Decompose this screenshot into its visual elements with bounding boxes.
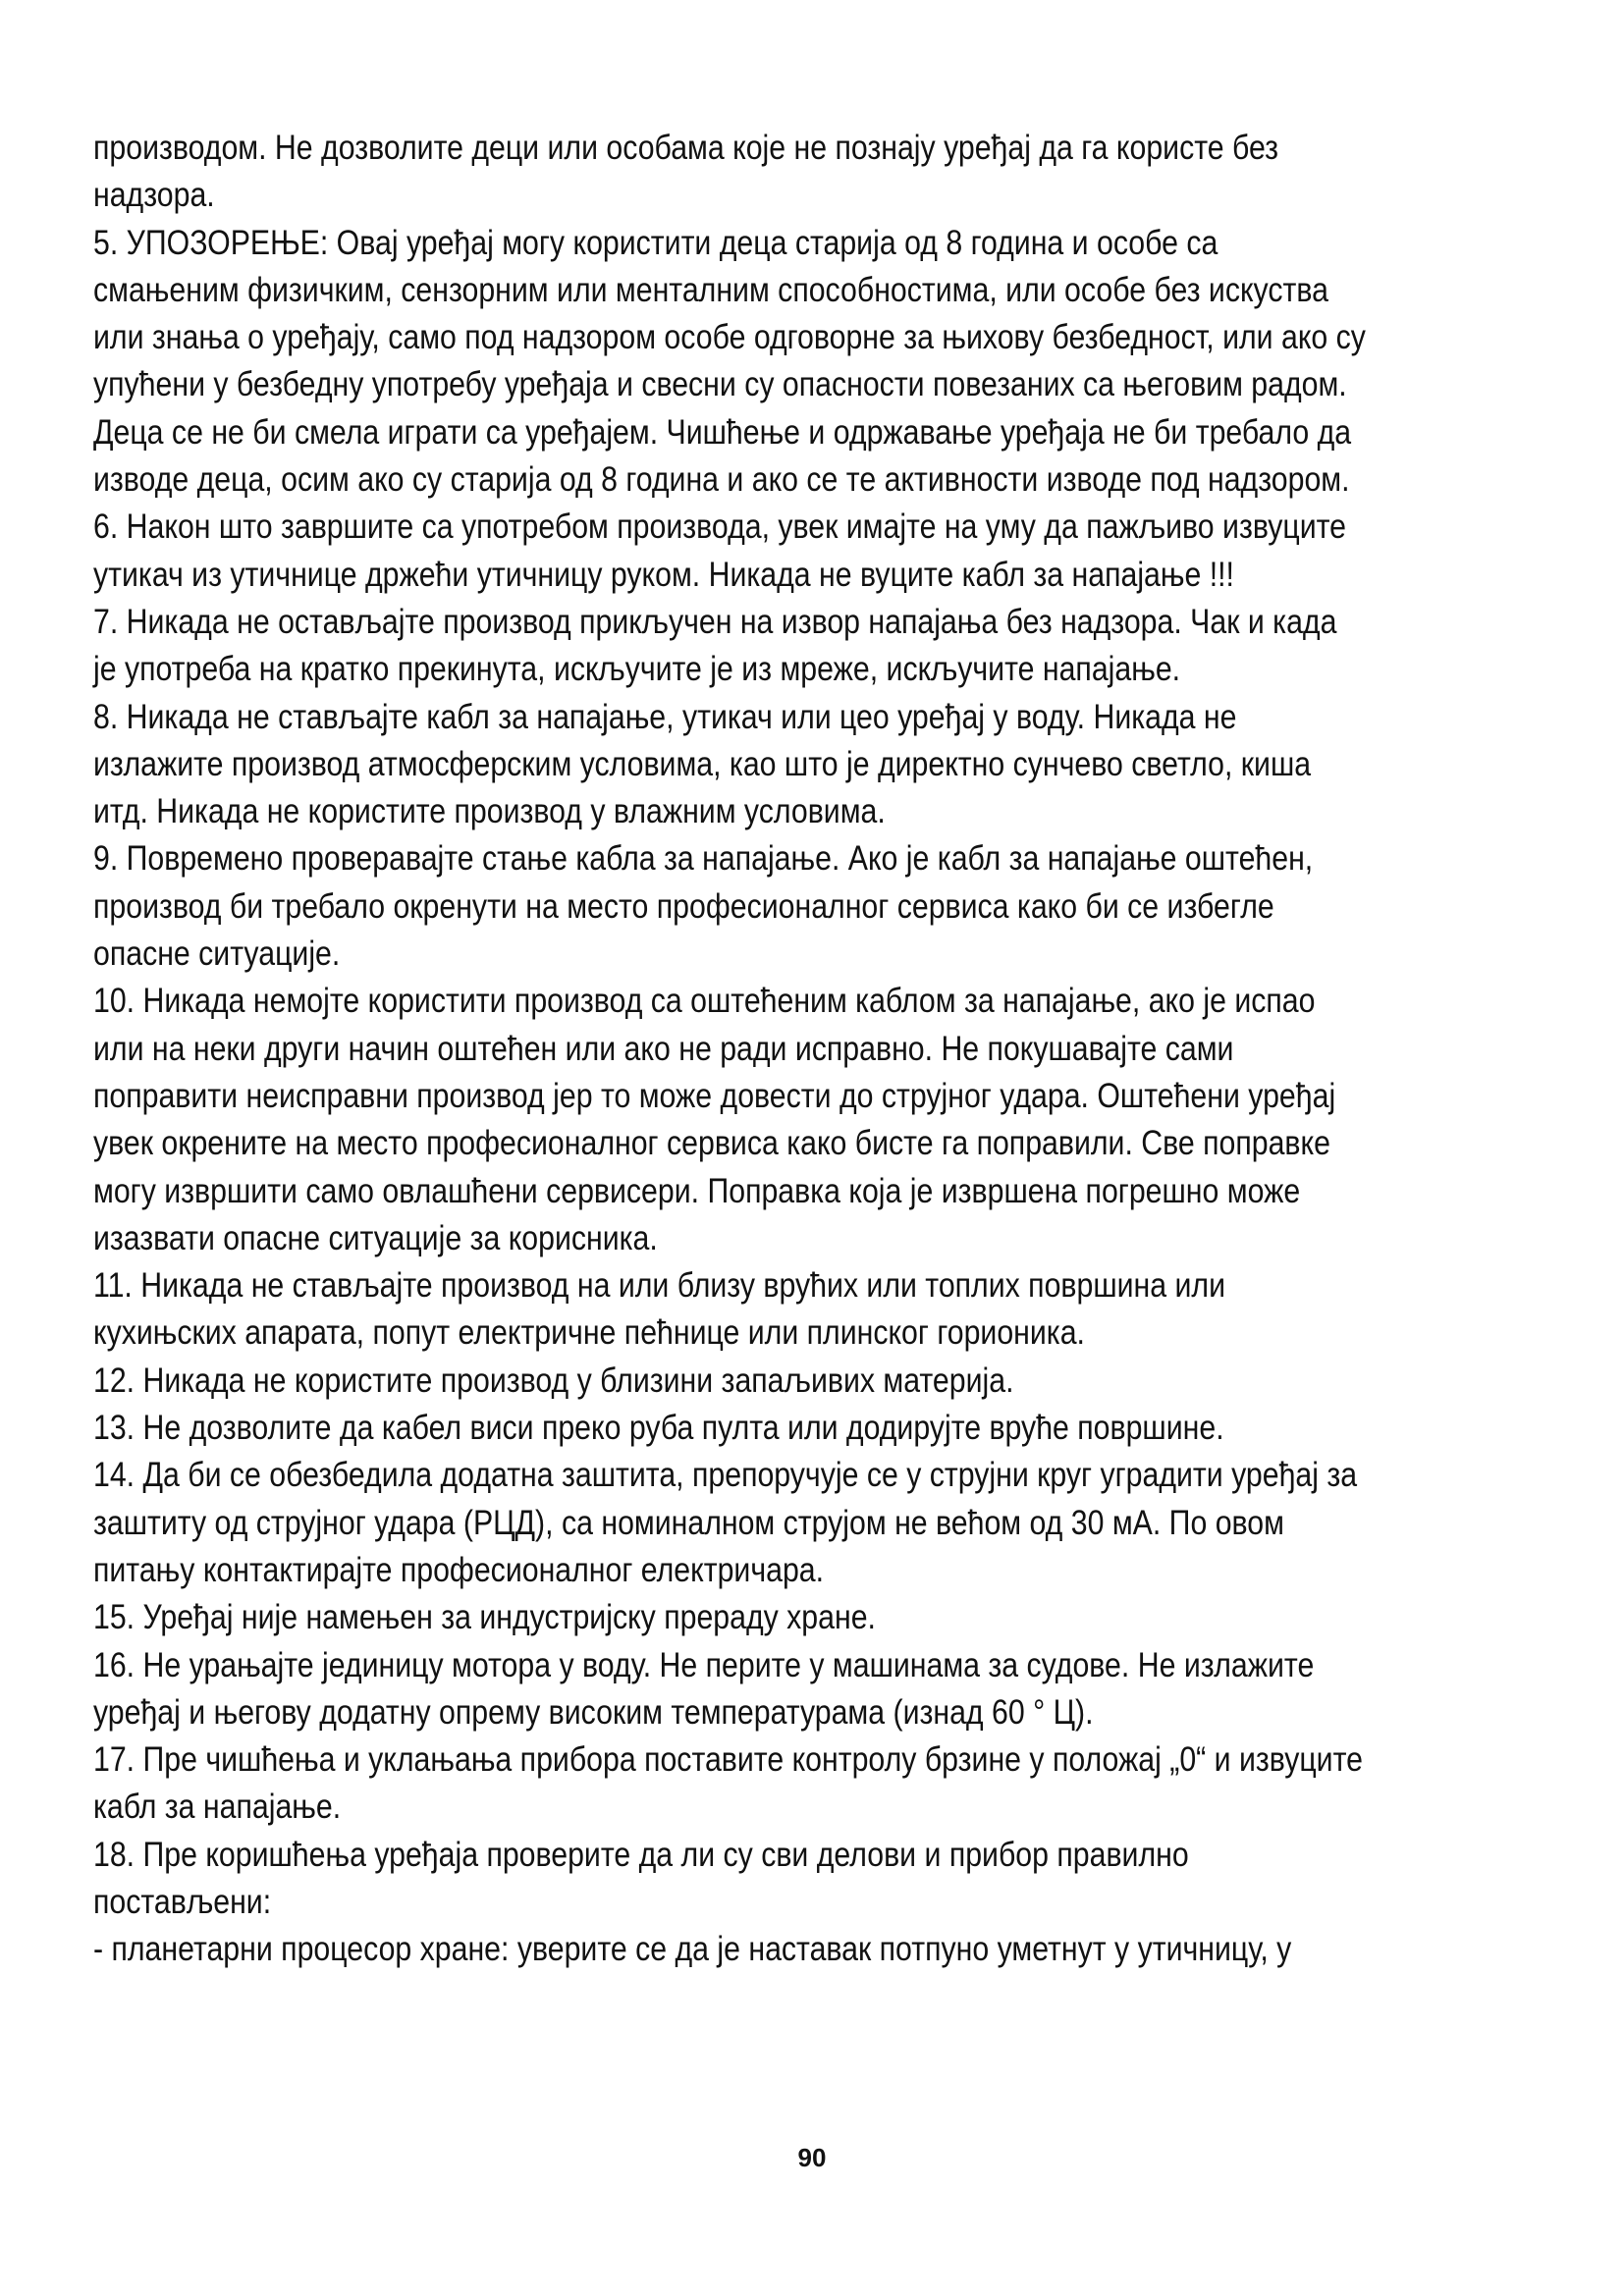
paragraph-item-14: 14. Да би се обезбедила додатна заштита, препоручује се у струјни круг уградити уређај за заштиту од струјног удара (РЦД), са номиналном струјом не већом од 30 мА. По овом питању контактирајте професионалног електричара.: [93, 1456, 1358, 1589]
paragraph-continuation: производом. Не дозволите деци или особама које не познају уређај да га користе без надзора.: [93, 129, 1279, 215]
paragraph-item-17: 17. Пре чишћења и уклањања прибора поставите контролу брзине у положај „0“ и извуците кабл за напајање.: [93, 1740, 1363, 1827]
paragraph-item-5: 5. УПОЗОРЕЊЕ: Овај уређај могу користити деца старија од 8 година и особе са смањеним физичким, сензорним или менталним способностима, или особе без искуства или знања о уређају, само под надзором особе одговорне за њихову безбедност, или ако су упућени у безбедну употребу уређаја и свесни су опасности повезаних са његовим радом. Деца се не би смела играти са уређајем. Чишћење и одржавање уређаја не би требало да изводе деца, осим ако су старија од 8 година и ако се те активности изводе под надзором.: [93, 223, 1366, 500]
paragraph-item-10: 10. Никада немојте користити производ са оштећеним каблом за напајање, ако је испао или на неки други начин оштећен или ако не ради исправно. Не покушавајте сами поправити неисправни производ јер то може довести до струјног удара. Оштећени уређај увек окрените на место професионалног сервиса како бисте га поправили. Све поправке могу извршити само овлашћени сервисери. Поправка која је извршена погрешно може изазвати опасне ситуације за корисника.: [93, 982, 1336, 1257]
paragraph-item-9: 9. Повремено проверавајте стање кабла за напајање. Ако је кабл за напајање оштећен, производ би требало окренути на место професионалног сервиса како би се избегле опасне ситуације.: [93, 839, 1314, 974]
paragraph-item-12: 12. Никада не користите производ у близини запаљивих материја.: [93, 1361, 1014, 1400]
page-number: 90: [797, 2143, 827, 2172]
paragraph-sub-item: - планетарни процесор хране: уверите се да је наставак потпуно уметнут у утичницу, у: [93, 1930, 1292, 1969]
paragraph-item-18: 18. Пре коришћења уређаја проверите да ли су сви делови и прибор правилно постављени:: [93, 1835, 1189, 1921]
paragraph-item-7: 7. Никада не остављајте производ прикључен на извор напајања без надзора. Чак и када је употреба на кратко прекинута, искључите је из мреже, искључите напајање.: [93, 602, 1337, 689]
paragraph-item-11: 11. Никада не стављајте производ на или близу врућих или топлих површина или кухињских апарата, попут електричне пећнице или плинског горионика.: [93, 1266, 1226, 1353]
paragraph-item-13: 13. Не дозволите да кабел виси преко руба пулта или додирујте вруће површине.: [93, 1409, 1224, 1448]
paragraph-item-8: 8. Никада не стављајте кабл за напајање, утикач или цео уређај у воду. Никада не излажите производ атмосферским условима, као што је директно сунчево светло, киша итд. Никада не користите производ у влажним условима.: [93, 697, 1312, 831]
paragraph-item-15: 15. Уређај није намењен за индустријску прераду хране.: [93, 1598, 876, 1637]
document-body: [93, 125, 1368, 1974]
paragraph-item-6: 6. Након што завршите са употребом производа, увек имајте на уму да пажљиво извуците утикач из утичнице држећи утичницу руком. Никада не вуците кабл за напајање !!!: [93, 507, 1347, 594]
paragraph-item-16: 16. Не урањајте јединицу мотора у воду. Не перите у машинама за судове. Не излажите уређај и његову додатну опрему високим температурама (изнад 60 ° Ц).: [93, 1645, 1315, 1732]
